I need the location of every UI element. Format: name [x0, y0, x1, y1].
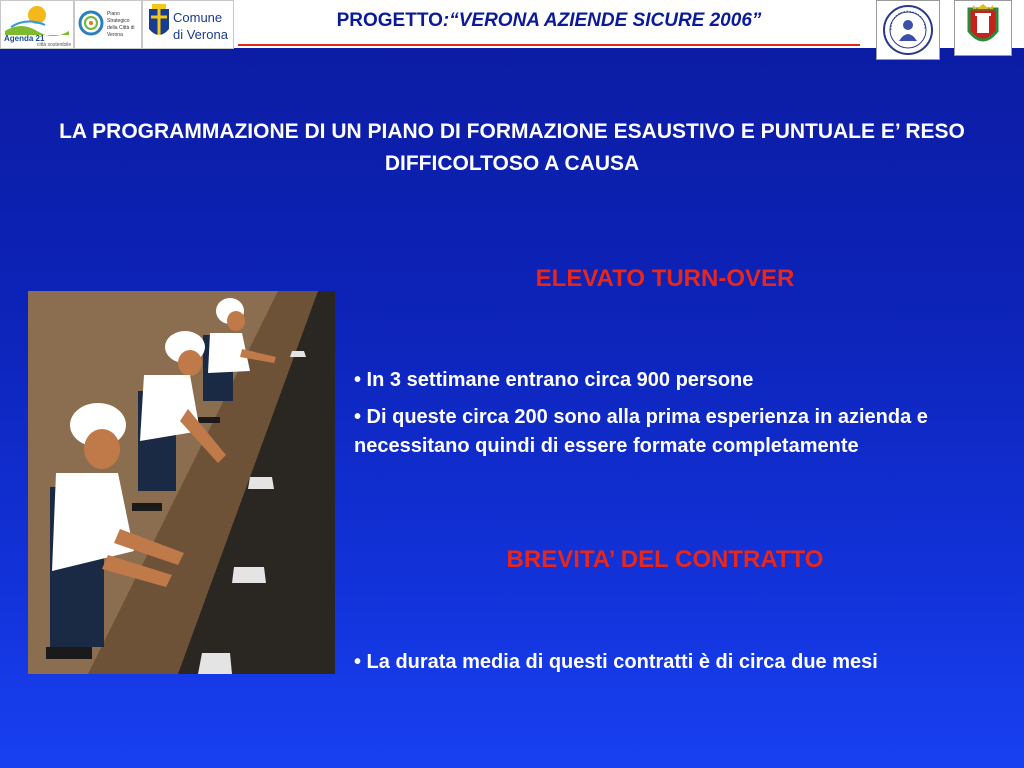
- bullet-list-turnover: [354, 366, 994, 469]
- bullet-item: • Di queste circa 200 sono alla prima esperienza in azienda e necessitano quindi di essere formate completamente: [354, 406, 928, 457]
- piano-strategico-logo: [74, 0, 142, 49]
- section-heading-contratto: BREVITA’ DEL CONTRATTO: [506, 546, 824, 573]
- piano-label-4: Verona: [107, 32, 123, 38]
- agenda21-logo: [0, 0, 74, 49]
- project-title-emphasis: :“VERONA AZIENDE SICURE 2006”: [442, 10, 762, 31]
- project-title-prefix: PROGETTO: [336, 10, 443, 31]
- piano-label-3: della Città di: [107, 25, 135, 31]
- piano-label-2: Strategico: [107, 18, 130, 24]
- bullet-list-contratto: [354, 648, 994, 685]
- agenda21-label: Agenda 21: [4, 34, 45, 43]
- agenda21-sublabel: città sostenibile: [37, 42, 72, 48]
- comune-label-1: Comune: [173, 10, 223, 25]
- bullet-item: • In 3 settimane entrano circa 900 persone: [354, 369, 754, 391]
- comune-verona-logo: [142, 0, 234, 49]
- project-title-bar: [238, 6, 860, 46]
- city-coat-of-arms-icon: [954, 0, 1012, 56]
- project-title: [238, 10, 860, 32]
- bullet-item: • La durata media di questi contratti è di circa due mesi: [354, 651, 878, 673]
- factory-workers-clipart: [28, 291, 335, 674]
- section-heading-turnover: ELEVATO TURN-OVER: [535, 265, 795, 292]
- comune-label-2: di Verona: [173, 27, 228, 42]
- piano-label-1: Piano: [107, 11, 120, 17]
- title-underline: [238, 44, 860, 46]
- slide-headline: LA PROGRAMMAZIONE DI UN PIANO DI FORMAZIONE ESAUSTIVO E PUNTUALE E’ RESO DIFFICOLTOSO A CAUSA: [59, 120, 965, 175]
- university-seal-icon: [876, 0, 940, 60]
